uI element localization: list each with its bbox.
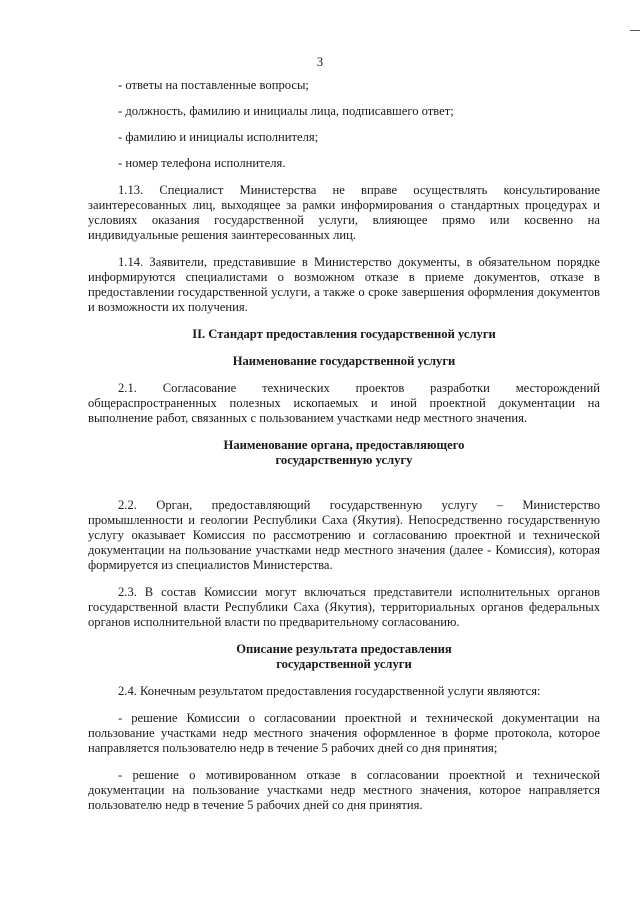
paragraph-2-3: 2.3. В состав Комиссии могут включаться представители исполнительных органов государственной власти Республики Саха (Якутия), территориальных органов федеральных органов исполнительной власти по предварительному согласованию.: [88, 585, 600, 629]
paragraph-1-13: 1.13. Специалист Министерства не вправе осуществлять консультирование заинтересованных лиц, выходящее за рамки информирования о стандартных процедурах и условиях оказания государственной услуги, влияющее прямо или косвенно на индивидуальные решения заинтересованных лиц.: [88, 183, 600, 242]
heading-service-name: Наименование государственной услуги: [232, 354, 456, 368]
list-item-refusal: - решение о мотивированном отказе в согласовании проектной и технической документации на пользование участками недр местного значения, которое направляется пользователю недр в течение 5 рабочих дней со дня принятия.: [88, 768, 600, 812]
scan-edge-mark: [630, 30, 640, 31]
heading-result-line2: государственной услуги: [276, 657, 412, 671]
heading-result-line1: Описание результата предоставления: [236, 642, 452, 656]
list-item-position: - должность, фамилию и инициалы лица, подписавшего ответ;: [118, 104, 454, 118]
section-title: II. Стандарт предоставления государственной услуги: [192, 327, 496, 341]
list-item-answers: - ответы на поставленные вопросы;: [118, 78, 309, 92]
page-number: 3: [316, 55, 324, 69]
paragraph-2-4: 2.4. Конечным результатом предоставления государственной услуги являются:: [118, 684, 541, 698]
list-item-executor: - фамилию и инициалы исполнителя;: [118, 130, 319, 144]
paragraph-2-2: 2.2. Орган, предоставляющий государственную услугу – Министерство промышленности и геологии Республики Саха (Якутия). Непосредственно государственную услугу оказывает Комиссия по рассмотрению и согласованию проектной и технической документации на пользование участками недр местного значения (далее - Комиссия), которая формируется из специалистов Министерства.: [88, 498, 600, 572]
heading-authority-line1: Наименование органа, предоставляющего: [223, 438, 465, 452]
document-body: [88, 78, 600, 813]
list-item-decision: - решение Комиссии о согласовании проектной и технической документации на пользование участками недр местного значения оформленное в форме протокола, которое направляется пользователю недр в течение 5 рабочих дней со дня принятия;: [88, 711, 600, 755]
paragraph-1-14: 1.14. Заявители, представившие в Министерство документы, в обязательном порядке информируются специалистами о возможном отказе в приеме документов, отказе в предоставлении государственной услуги, а также о сроке завершения оформления документов и возможности их получения.: [88, 255, 600, 314]
paragraph-2-1: 2.1. Согласование технических проектов разработки месторождений общераспространенных полезных ископаемых и иной проектной документации на выполнение работ, связанных с пользованием участками недр местного значения.: [88, 381, 600, 425]
heading-authority-line2: государственную услугу: [275, 453, 413, 467]
list-item-phone: - номер телефона исполнителя.: [118, 156, 286, 170]
